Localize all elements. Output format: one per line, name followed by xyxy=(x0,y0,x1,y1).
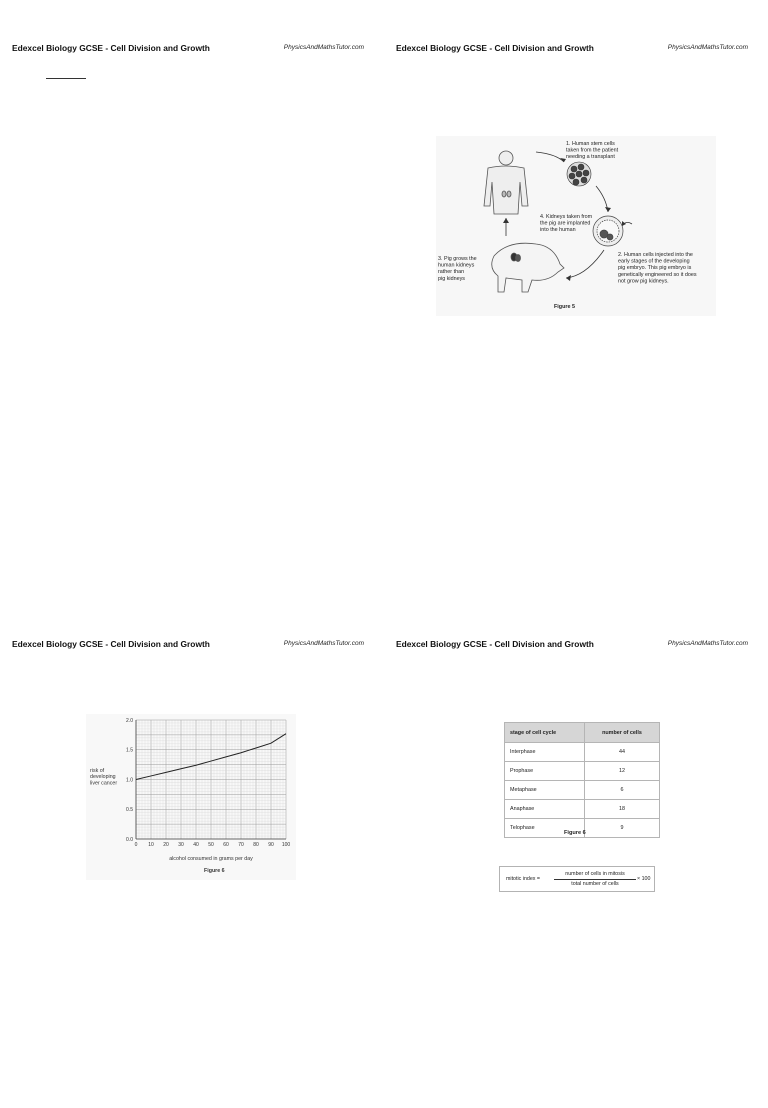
liver-cancer-risk-chart xyxy=(86,714,296,880)
stage-cell: Metaphase xyxy=(505,781,585,800)
x-tick-label: 50 xyxy=(208,842,214,848)
step1-text: 1. Human stem cells taken from the patient needing a transplant xyxy=(566,141,619,161)
stage-cell: Anaphase xyxy=(505,800,585,819)
table-row xyxy=(505,743,660,762)
x-tick-label: 90 xyxy=(268,842,274,848)
header-title: Edexcel Biology GCSE - Cell Division and Growth xyxy=(396,44,594,53)
y-tick-label: 2.0 xyxy=(126,717,133,724)
page-bottom-right xyxy=(384,596,768,1108)
x-tick-label: 10 xyxy=(148,842,154,848)
table-row xyxy=(505,800,660,819)
formula-multiplier: × 100 xyxy=(637,876,651,882)
count-cell: 9 xyxy=(585,819,660,838)
header-title: Edexcel Biology GCSE - Cell Division and Growth xyxy=(12,44,210,53)
stage-cell: Telophase xyxy=(505,819,585,838)
count-cell: 12 xyxy=(585,762,660,781)
table-row xyxy=(505,762,660,781)
column-header-stage: stage of cell cycle xyxy=(505,723,585,743)
figure6-graph-caption: Figure 6 xyxy=(204,868,225,874)
x-tick-label: 40 xyxy=(193,842,199,848)
stage-cell: Interphase xyxy=(505,743,585,762)
header-site: PhysicsAndMathsTutor.com xyxy=(667,640,748,647)
page-top-left xyxy=(0,0,384,512)
step4-text: 4. Kidneys taken from the pig are implanted into the human xyxy=(540,214,593,234)
count-cell: 6 xyxy=(585,781,660,800)
y-axis-label: risk of developing liver cancer xyxy=(90,768,118,787)
cell-cycle-table xyxy=(504,722,660,838)
stem-cell-cluster-icon xyxy=(567,162,591,186)
count-cell: 18 xyxy=(585,800,660,819)
table-row xyxy=(505,781,660,800)
stage-cell: Prophase xyxy=(505,762,585,781)
page-bottom-left xyxy=(0,596,384,1108)
chart-grid xyxy=(136,720,286,839)
y-tick-label: 0.0 xyxy=(126,836,133,843)
pig-embryo-icon xyxy=(593,216,623,246)
x-tick-label: 100 xyxy=(281,842,291,848)
formula-lhs: mitotic index = xyxy=(506,876,541,882)
y-tick-label: 1.5 xyxy=(126,747,133,754)
x-tick-label: 20 xyxy=(163,842,169,848)
page-top-right xyxy=(384,0,768,512)
underline-rule xyxy=(46,78,86,79)
mitotic-index-formula xyxy=(499,866,655,892)
column-header-count: number of cells xyxy=(585,723,660,743)
formula-numerator: number of cells in mitosis xyxy=(565,871,625,877)
step2-text: 2. Human cells injected into the early stages of the developing pig embryo. This pig embryo is genetically engineered so it does not grow pig kidneys. xyxy=(618,252,697,285)
x-tick-label: 80 xyxy=(253,842,259,848)
count-cell: 44 xyxy=(585,743,660,762)
x-axis-label: alcohol consumed in grams per day xyxy=(169,856,253,862)
step3-text: 3. Pig grows the human kidneys rather than pig kidneys xyxy=(438,256,477,282)
header-site: PhysicsAndMathsTutor.com xyxy=(283,44,364,51)
x-tick-label: 30 xyxy=(178,842,184,848)
fraction-bar xyxy=(554,879,636,880)
figure6-table-caption: Figure 6 xyxy=(564,830,586,836)
figure5-caption: Figure 5 xyxy=(554,304,575,310)
header-title: Edexcel Biology GCSE - Cell Division and Growth xyxy=(12,640,210,649)
formula-denominator: total number of cells xyxy=(571,881,619,887)
y-tick-label: 1.0 xyxy=(126,777,133,784)
x-tick-label: 70 xyxy=(238,842,244,848)
x-tick-label: 0 xyxy=(134,842,138,848)
y-tick-label: 0.5 xyxy=(126,807,133,814)
table-header-row xyxy=(505,723,660,743)
header-site: PhysicsAndMathsTutor.com xyxy=(283,640,364,647)
stem-cell-pig-kidney-diagram xyxy=(436,136,716,316)
x-tick-label: 60 xyxy=(223,842,229,848)
header-site: PhysicsAndMathsTutor.com xyxy=(667,44,748,51)
header-title: Edexcel Biology GCSE - Cell Division and Growth xyxy=(396,640,594,649)
